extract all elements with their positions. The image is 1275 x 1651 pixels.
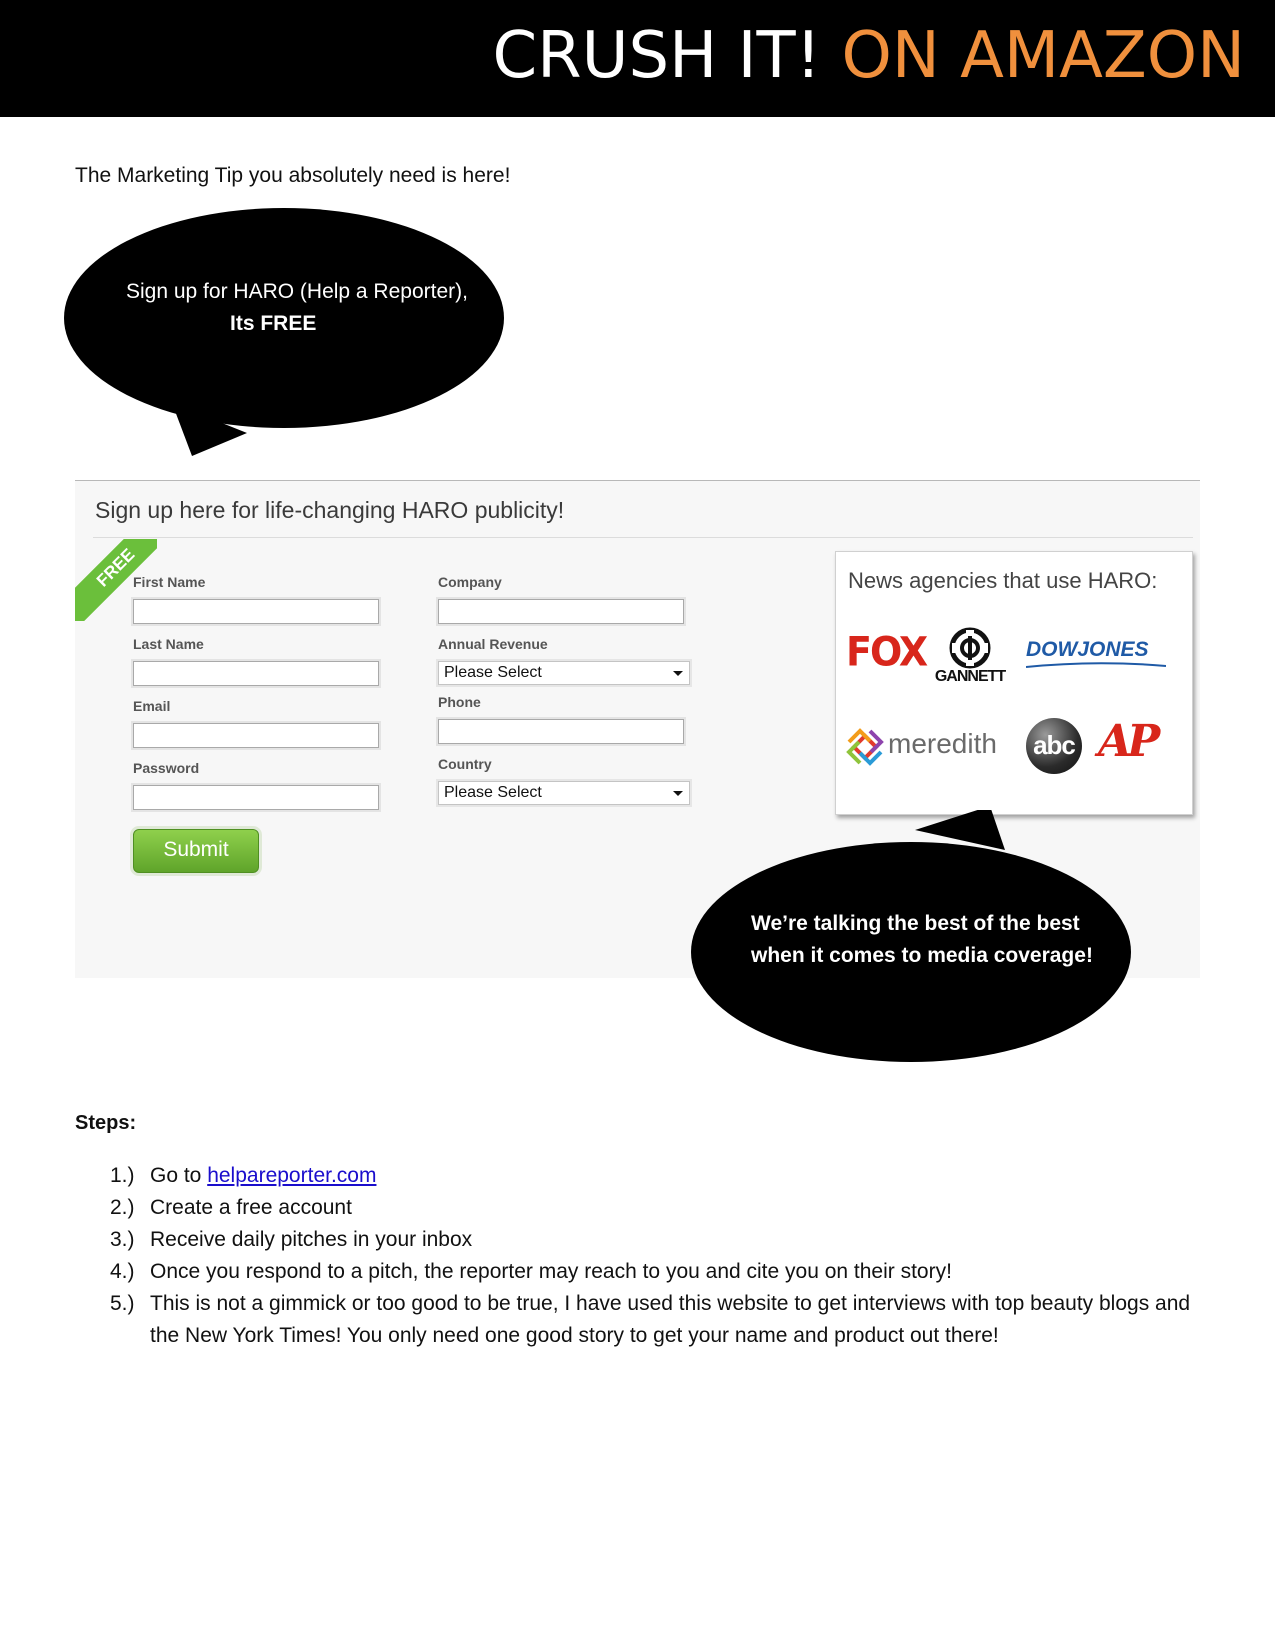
header-banner (0, 0, 1275, 117)
email-label: Email (133, 698, 171, 714)
list-item (110, 1160, 1210, 1192)
bubble-media-line1: We’re talking the best of the best (751, 912, 1080, 935)
meredith-wordmark: meredith (888, 728, 997, 759)
gannett-logo (932, 626, 1008, 688)
bubble-signup-line1: Sign up for HARO (Help a Reporter), (126, 280, 468, 303)
steps-heading: Steps: (75, 1112, 137, 1134)
company-input[interactable] (438, 599, 684, 624)
dowjones-swoosh-icon (1026, 662, 1166, 668)
first-name-input[interactable] (133, 599, 379, 624)
gannett-globe-icon (932, 626, 1008, 670)
dowjones-logo (1026, 638, 1149, 662)
country-label: Country (438, 756, 492, 772)
first-name-label: First Name (133, 574, 206, 590)
speech-bubble-signup (62, 208, 507, 463)
title-orange: ON AMAZON (841, 19, 1245, 93)
last-name-input[interactable] (133, 661, 379, 686)
steps-list (110, 1160, 1210, 1352)
abc-logo: abc (1026, 718, 1082, 774)
submit-button[interactable]: Submit (133, 829, 259, 873)
annual-revenue-select[interactable] (438, 661, 690, 685)
annual-revenue-label: Annual Revenue (438, 636, 548, 652)
form-divider (93, 537, 1193, 538)
form-heading: Sign up here for life-changing HARO publicity! (95, 497, 565, 523)
gannett-wordmark: GANNETT (934, 668, 1006, 685)
bubble-media-line2: when it comes to media coverage! (751, 944, 1093, 967)
list-item (110, 1192, 1210, 1224)
chevron-down-icon (673, 791, 683, 796)
password-label: Password (133, 760, 200, 776)
step-text: Receive daily pitches in your inbox (150, 1228, 473, 1251)
ap-logo: AP (1098, 716, 1156, 767)
password-input[interactable] (133, 785, 379, 810)
step-number: 3.) (110, 1228, 135, 1251)
free-ribbon-label: FREE (75, 539, 157, 621)
last-name-label: Last Name (133, 636, 204, 652)
meredith-knot-icon (846, 728, 884, 766)
list-item (110, 1288, 1210, 1352)
company-label: Company (438, 574, 502, 590)
phone-input[interactable] (438, 719, 684, 744)
annual-revenue-value: Please Select (444, 664, 542, 681)
country-select[interactable] (438, 781, 690, 805)
step-number: 2.) (110, 1196, 135, 1219)
country-value: Please Select (444, 784, 542, 801)
dowjones-wordmark: DOWJONES (1026, 638, 1149, 661)
chevron-down-icon (673, 671, 683, 676)
news-agencies-title: News agencies that use HARO: (848, 568, 1158, 593)
step-text: Once you respond to a pitch, the reporter may reach to you and cite you on their story! (150, 1260, 952, 1283)
news-agencies-box (835, 551, 1193, 815)
step-text: Create a free account (150, 1196, 352, 1219)
step-number: 5.) (110, 1292, 135, 1315)
bubble-signup-line2: Its FREE (230, 312, 317, 335)
fox-logo: FOX (846, 628, 927, 676)
step-number: 1.) (110, 1164, 135, 1187)
list-item (110, 1224, 1210, 1256)
page-title (492, 14, 1245, 98)
step-text: This is not a gimmick or too good to be true, I have used this website to get interviews with top beauty blogs and the New York Times! You only need one good story to get your name and product out there! (150, 1292, 1191, 1347)
helpareporter-link[interactable]: helpareporter.com (207, 1164, 377, 1187)
email-input[interactable] (133, 723, 379, 748)
list-item (110, 1256, 1210, 1288)
phone-label: Phone (438, 694, 481, 710)
speech-bubble-media (690, 810, 1132, 1065)
step-text: Go to (150, 1164, 208, 1187)
step-number: 4.) (110, 1260, 135, 1283)
title-white: CRUSH IT! (492, 19, 822, 93)
tagline: The Marketing Tip you absolutely need is here! (75, 164, 511, 187)
